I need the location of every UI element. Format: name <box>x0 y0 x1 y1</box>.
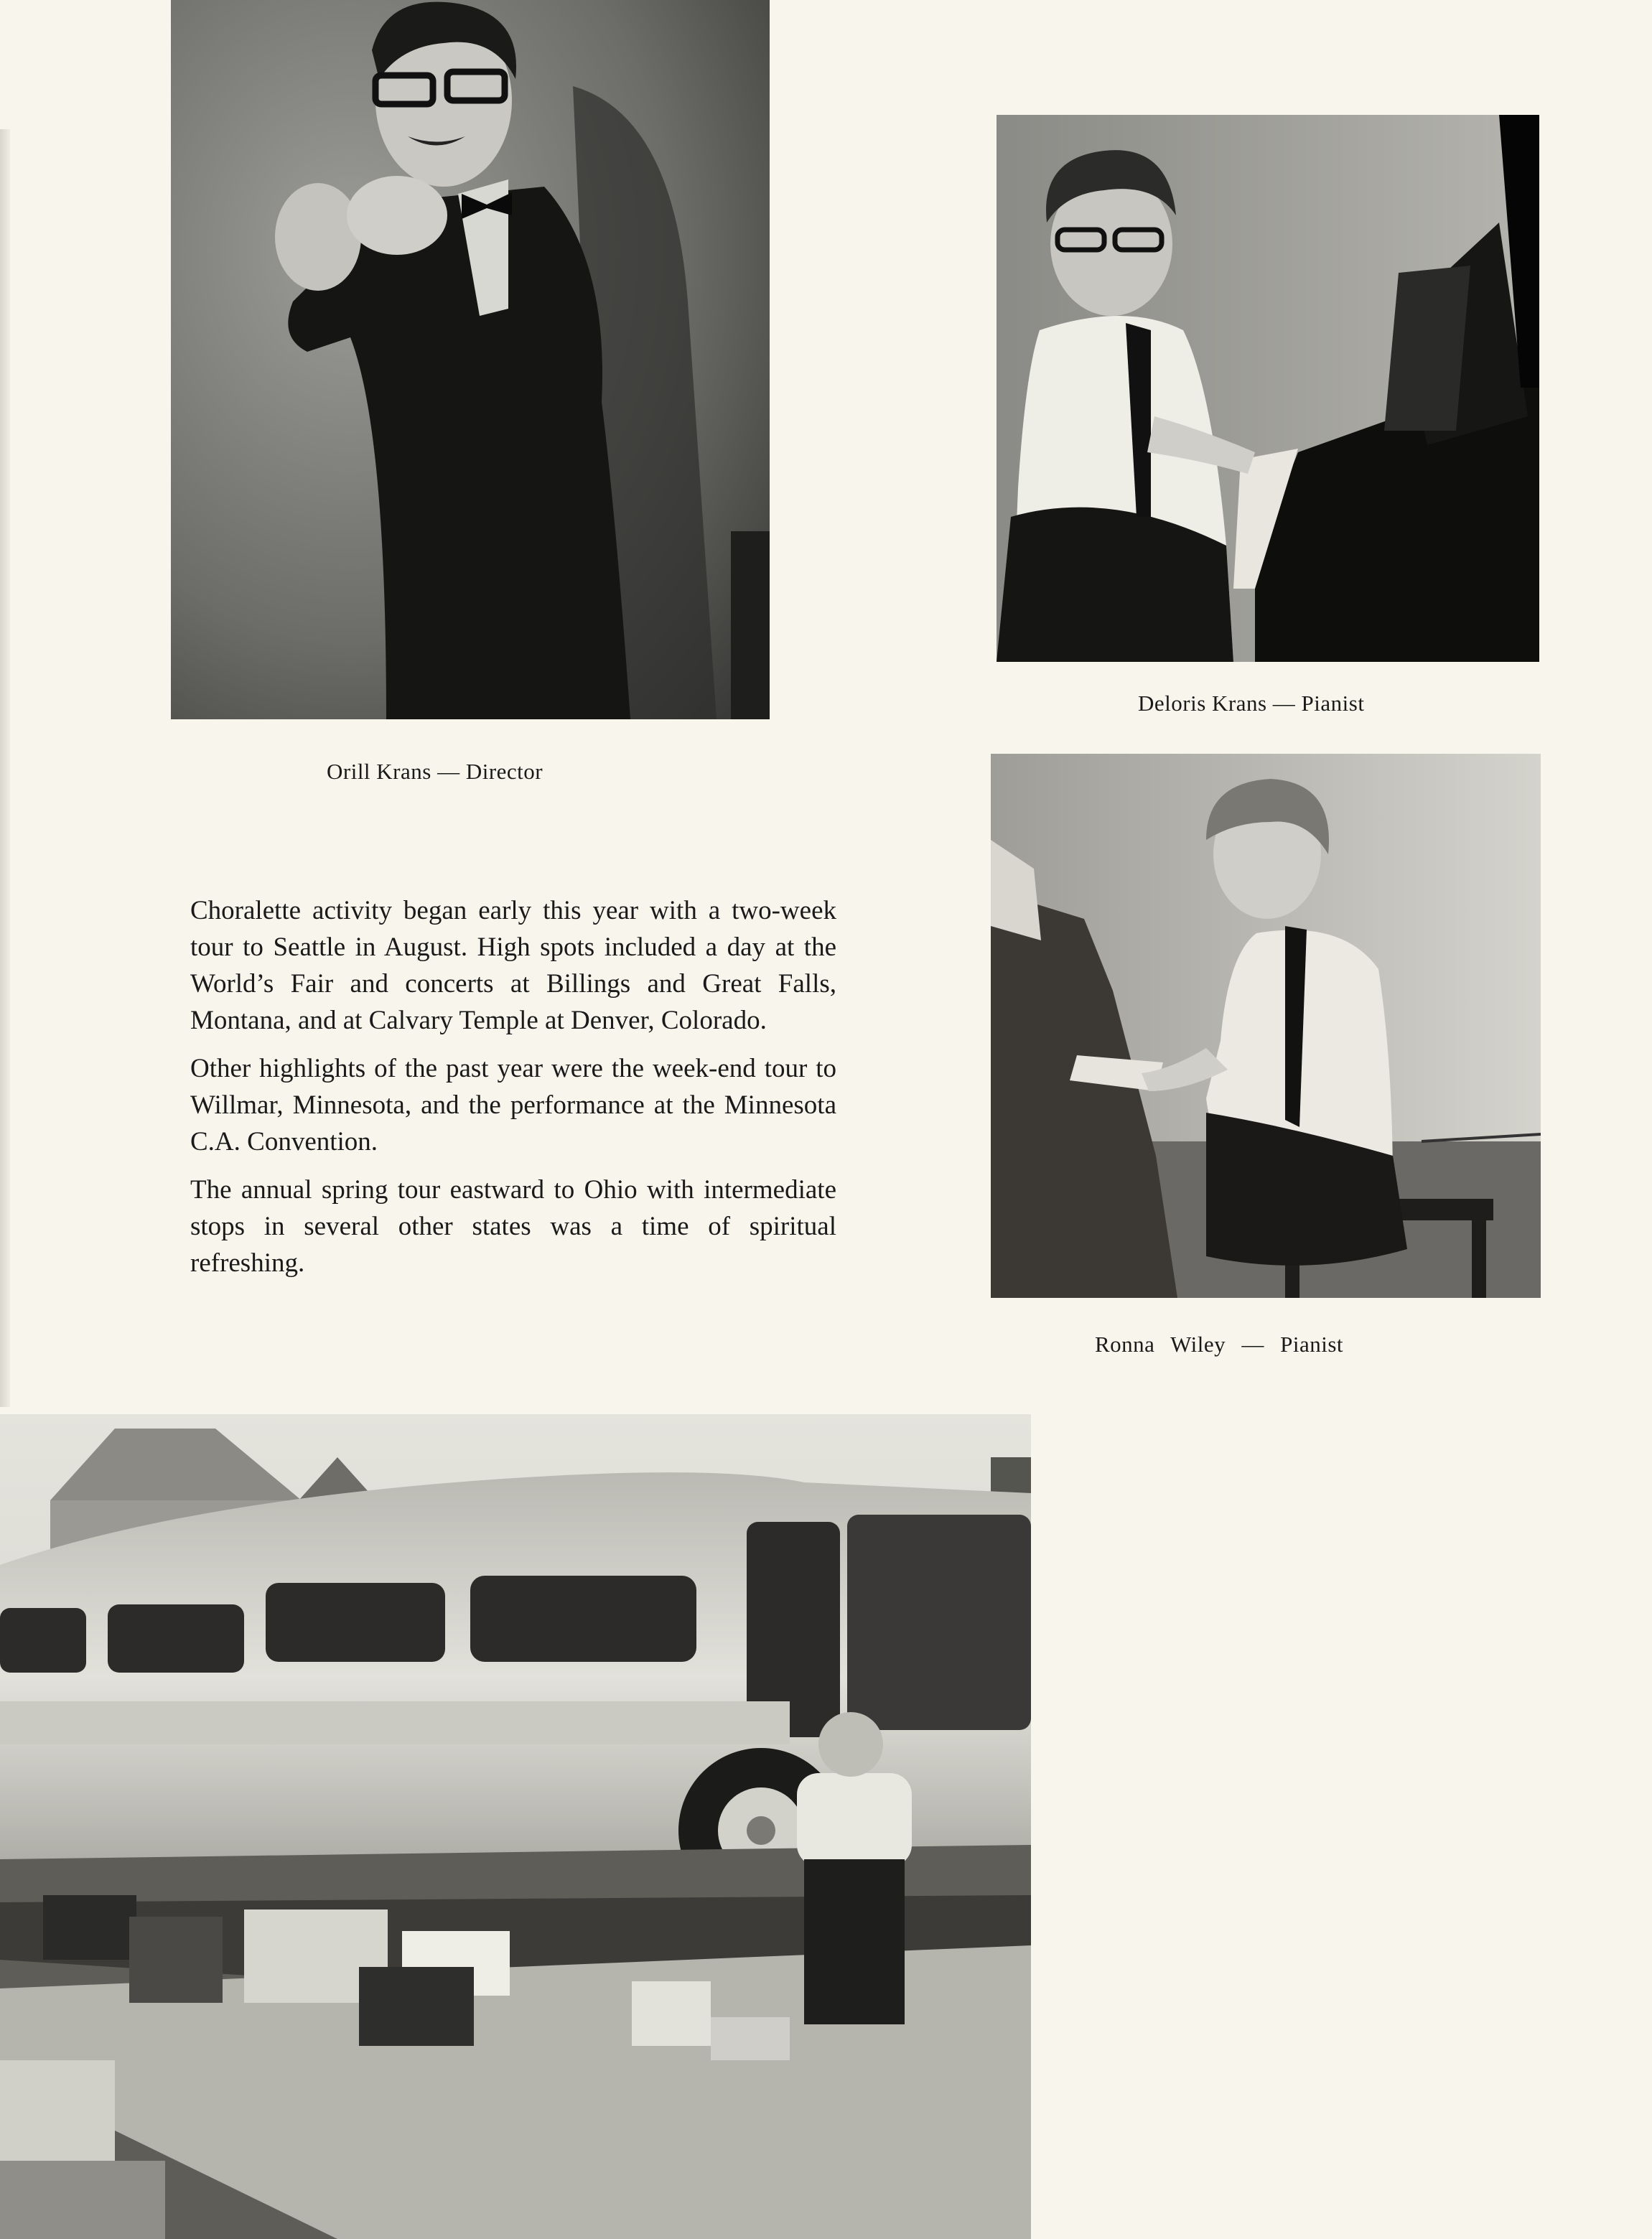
pianist-ronna-caption: Ronna Wiley — Pianist <box>1095 1332 1344 1357</box>
director-photo <box>171 0 770 719</box>
pianist-ronna-photo <box>991 754 1541 1298</box>
pianist-deloris-caption: Deloris Krans — Pianist <box>1138 691 1365 716</box>
paragraph: Choralette activity began early this year with a two-week tour to Seattle in August. High spots included a day at the World’s Fair and concerts at Billings and Great Falls, Montana, and at Calvary Temple at Denver, Colorado. <box>190 896 836 1035</box>
pianist-deloris-photo <box>997 115 1539 662</box>
paragraph: The annual spring tour eastward to Ohio with intermediate stops in several other states was a time of spiritual refreshing. <box>190 1175 836 1278</box>
page-binding-edge <box>0 129 10 1407</box>
article-body <box>190 892 836 1293</box>
director-caption: Orill Krans — Director <box>327 759 543 784</box>
paragraph: Other highlights of the past year were the week-end tour to Willmar, Minnesota, and the performance at the Minnesota C.A. Convention. <box>190 1054 836 1156</box>
tour-bus-photo <box>0 1414 1031 2239</box>
